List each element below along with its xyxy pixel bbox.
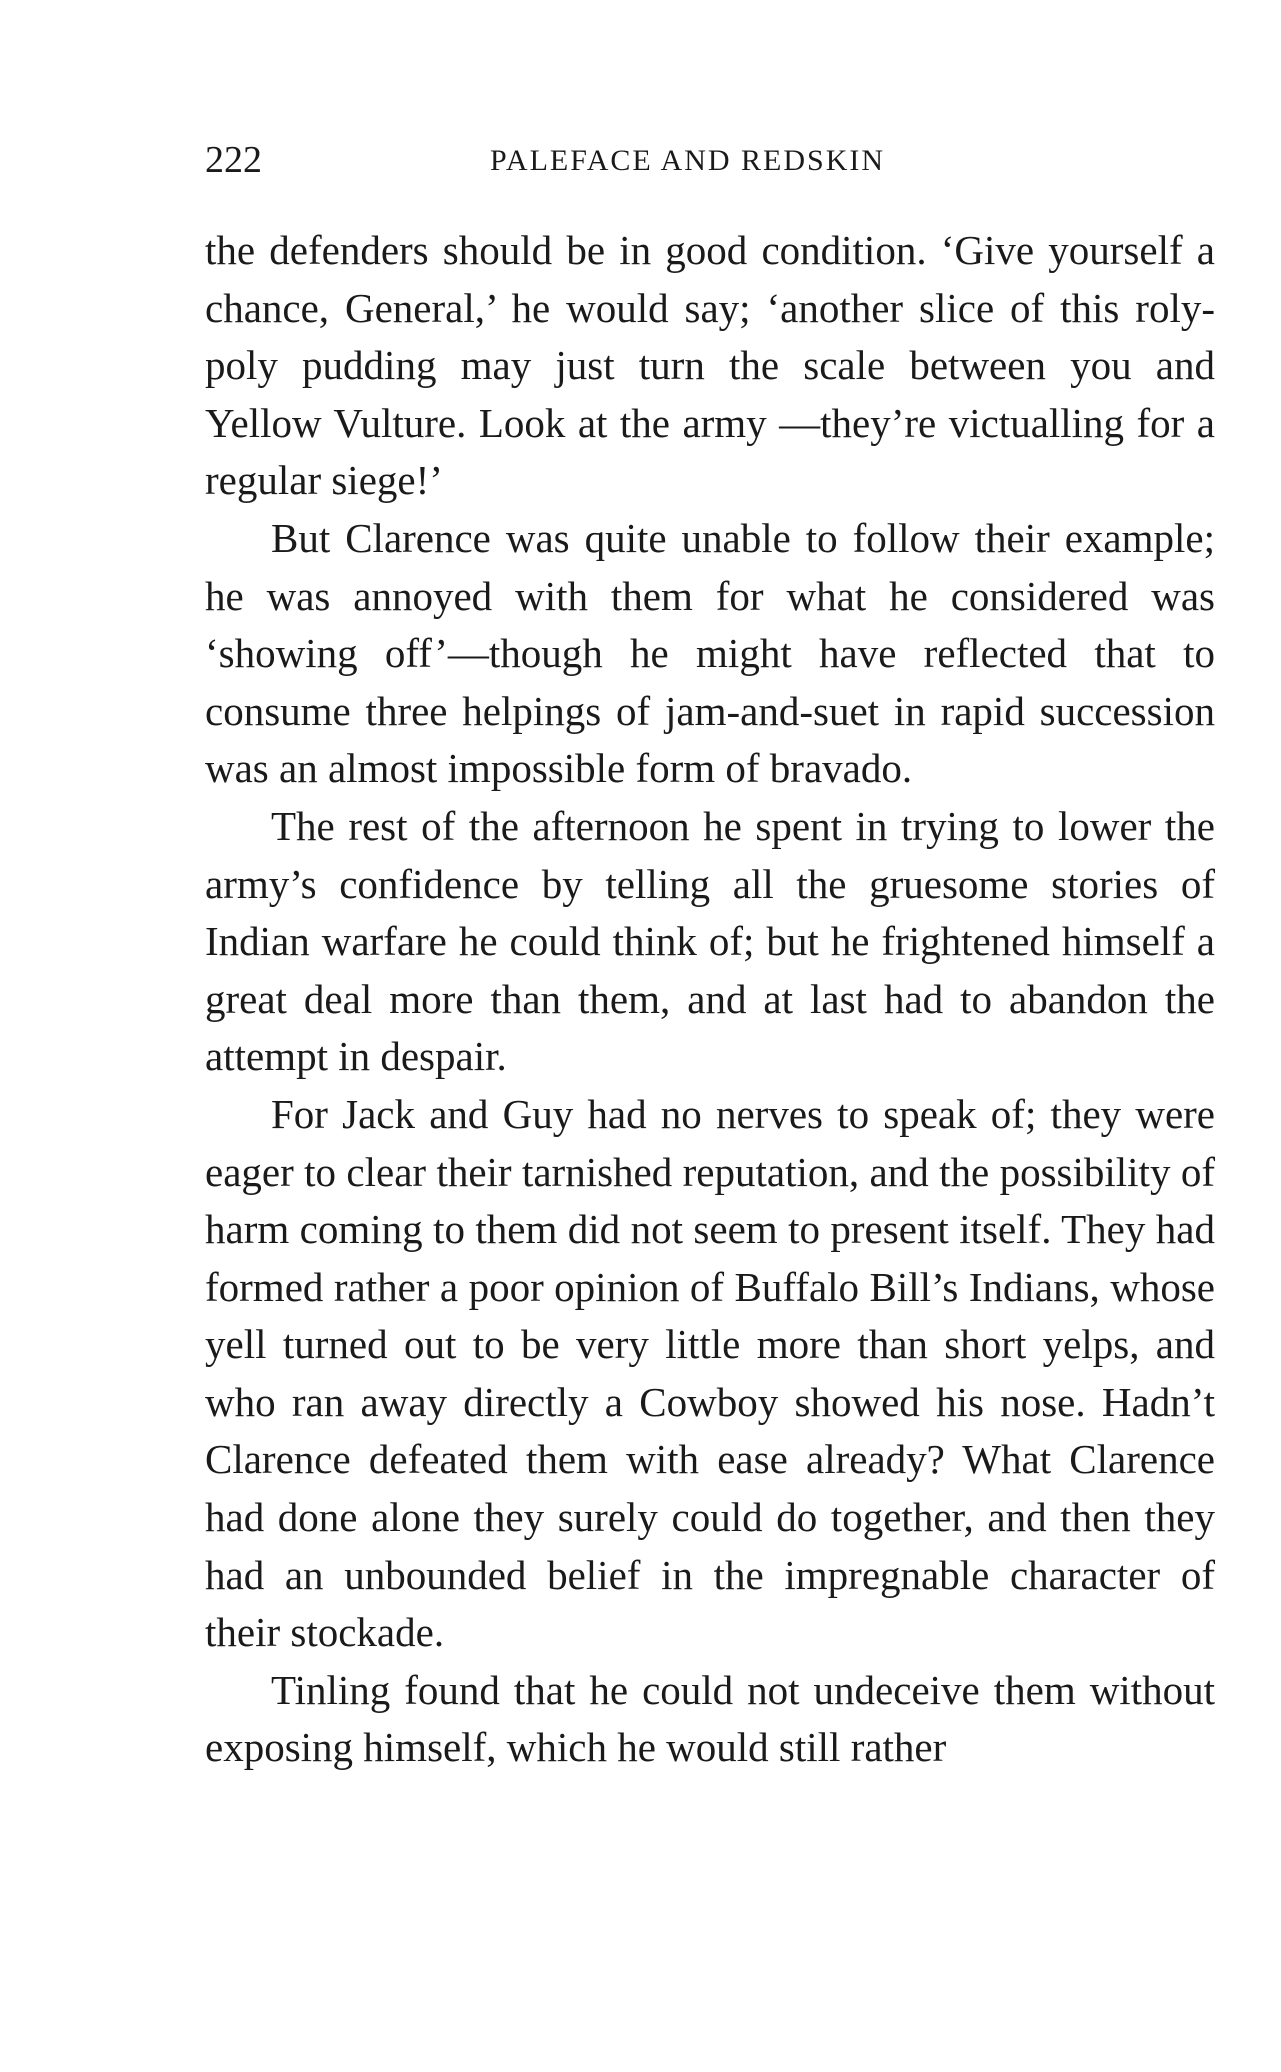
paragraph: For Jack and Guy had no nerves to speak of; they were eager to clear their tarnished reputation, and the possibility of harm coming to them did not seem to present itself. They had formed rather a poor opinion of Buffalo Bill’s Indians, whose yell turned out to be very little more than short yelps, and who ran away directly a Cowboy showed his nose. Hadn’t Clarence defeated them with ease already? What Clarence had done alone they surely could do together, and then they had an unbounded belief in the impregnable character of their stockade. <box>205 1090 1215 1656</box>
paragraph: the defenders should be in good condition. ‘Give yourself a chance, General,’ he would say; ‘another slice of this roly-poly pudding may just turn the scale between you and Yellow Vulture. Look at the army —they’re victualling for a regular siege!’ <box>205 227 1215 504</box>
paragraph: But Clarence was quite unable to follow their example; he was annoyed with them for what he considered was ‘showing off’—though he might have reflected that to consume three helpings of jam-and-suet in rapid succession was an almost impossible form of bravado. <box>205 514 1215 792</box>
body-text <box>205 222 1215 1777</box>
paragraph: Tinling found that he could not undeceive them without exposing himself, which he would still rather <box>205 1666 1215 1771</box>
running-title: PALEFACE AND REDSKIN <box>490 144 886 177</box>
paragraph: The rest of the afternoon he spent in trying to lower the army’s confidence by telling all the gruesome stories of Indian warfare he could think of; but he frightened himself a great deal more than them, and at last had to abandon the attempt in despair. <box>205 802 1215 1080</box>
page-number: 222 <box>205 139 262 181</box>
page-header <box>205 138 1215 188</box>
